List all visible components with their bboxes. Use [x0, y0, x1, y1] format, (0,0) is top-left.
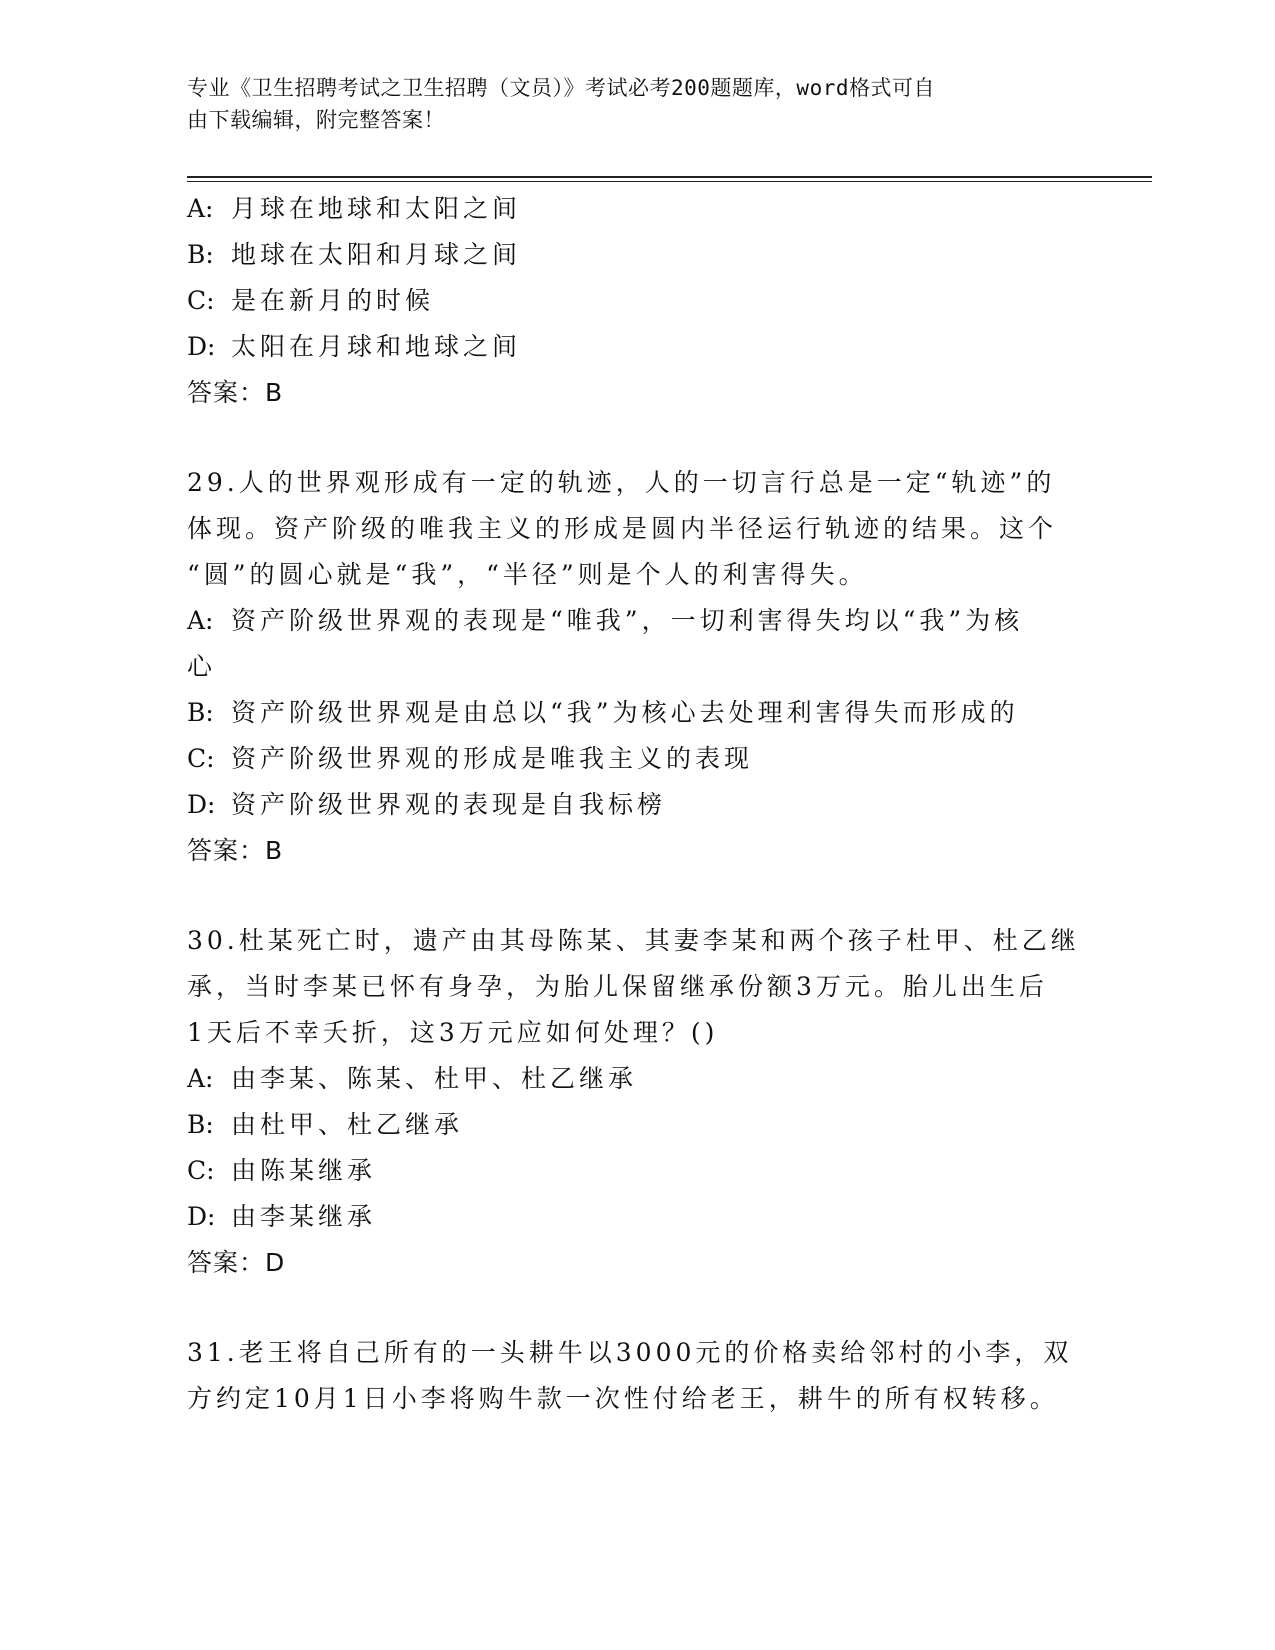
option-text: 资产阶级世界观的表现是自我标榜 — [231, 790, 667, 819]
option-d — [187, 324, 1087, 370]
option-c — [187, 1148, 1087, 1194]
spacer — [187, 874, 1087, 918]
answer-label: 答案：D — [187, 1248, 286, 1277]
option-text: 资产阶级世界观的形成是唯我主义的表现 — [231, 744, 754, 773]
option-a — [187, 598, 1087, 644]
option-text: 月球在地球和太阳之间 — [231, 194, 522, 223]
option-key: D: — [187, 1202, 216, 1231]
option-c — [187, 278, 1087, 324]
option-key: C: — [187, 1156, 215, 1185]
option-b — [187, 1102, 1087, 1148]
option-key: A: — [187, 606, 214, 635]
option-d — [187, 782, 1087, 828]
spacer — [187, 1286, 1087, 1330]
option-text: 由杜甲、杜乙继承 — [231, 1110, 464, 1139]
option-b — [187, 232, 1087, 278]
option-key: D: — [187, 332, 216, 361]
option-key: A: — [187, 194, 214, 223]
option-text: 资产阶级世界观是由总以“我”为核心去处理利害得失而形成的 — [231, 698, 1019, 727]
question-30 — [187, 918, 1087, 1286]
option-text: 是在新月的时候 — [231, 286, 435, 315]
header-line-1: 专业《卫生招聘考试之卫生招聘（文员）》考试必考200题题库，word格式可自 — [187, 76, 935, 100]
question-text-line: 方约定10月1日小李将购牛款一次性付给老王，耕牛的所有权转移。 — [187, 1384, 1059, 1413]
document-body — [187, 186, 1087, 1422]
question-text-line: “圆”的圆心就是“我”，“半径”则是个人的利害得失。 — [187, 560, 868, 589]
option-text: 地球在太阳和月球之间 — [231, 240, 522, 269]
option-key: D: — [187, 790, 216, 819]
question-31 — [187, 1330, 1087, 1422]
question-text-line: 体现。资产阶级的唯我主义的形成是圆内半径运行轨迹的结果。这个 — [187, 514, 1058, 543]
header-divider-thick — [187, 176, 1152, 178]
option-a-continued: 心 — [187, 652, 217, 681]
option-key: B: — [187, 1110, 214, 1139]
question-text-line: 30.杜某死亡时，遗产由其母陈某、其妻李某和两个孩子杜甲、杜乙继 — [187, 926, 1080, 955]
document-header — [187, 72, 1067, 136]
option-key: A: — [187, 1064, 214, 1093]
option-text: 资产阶级世界观的表现是“唯我”，一切利害得失均以“我”为核 — [231, 606, 1024, 635]
option-key: B: — [187, 698, 214, 727]
option-text: 由陈某继承 — [231, 1156, 377, 1185]
header-divider-thin — [187, 181, 1152, 182]
option-key: C: — [187, 286, 215, 315]
option-key: C: — [187, 744, 215, 773]
answer-label: 答案：B — [187, 836, 284, 865]
option-key: B: — [187, 240, 214, 269]
spacer — [187, 416, 1087, 460]
option-d — [187, 1194, 1087, 1240]
option-text: 太阳在月球和地球之间 — [231, 332, 522, 361]
header-line-2: 由下载编辑，附完整答案！ — [187, 108, 445, 132]
option-text: 由李某继承 — [231, 1202, 377, 1231]
option-c — [187, 736, 1087, 782]
option-text: 由李某、陈某、杜甲、杜乙继承 — [231, 1064, 638, 1093]
option-b — [187, 690, 1087, 736]
question-text-line: 1天后不幸夭折，这3万元应如何处理？() — [187, 1018, 719, 1047]
option-a — [187, 1056, 1087, 1102]
question-text-line: 29.人的世界观形成有一定的轨迹，人的一切言行总是一定“轨迹”的 — [187, 468, 1056, 497]
option-a — [187, 186, 1087, 232]
question-28 — [187, 186, 1087, 416]
question-29 — [187, 460, 1087, 874]
question-text-line: 承，当时李某已怀有身孕，为胎儿保留继承份额3万元。胎儿出生后 — [187, 972, 1048, 1001]
question-text-line: 31.老王将自己所有的一头耕牛以3000元的价格卖给邻村的小李，双 — [187, 1338, 1073, 1367]
answer-label: 答案：B — [187, 378, 284, 407]
